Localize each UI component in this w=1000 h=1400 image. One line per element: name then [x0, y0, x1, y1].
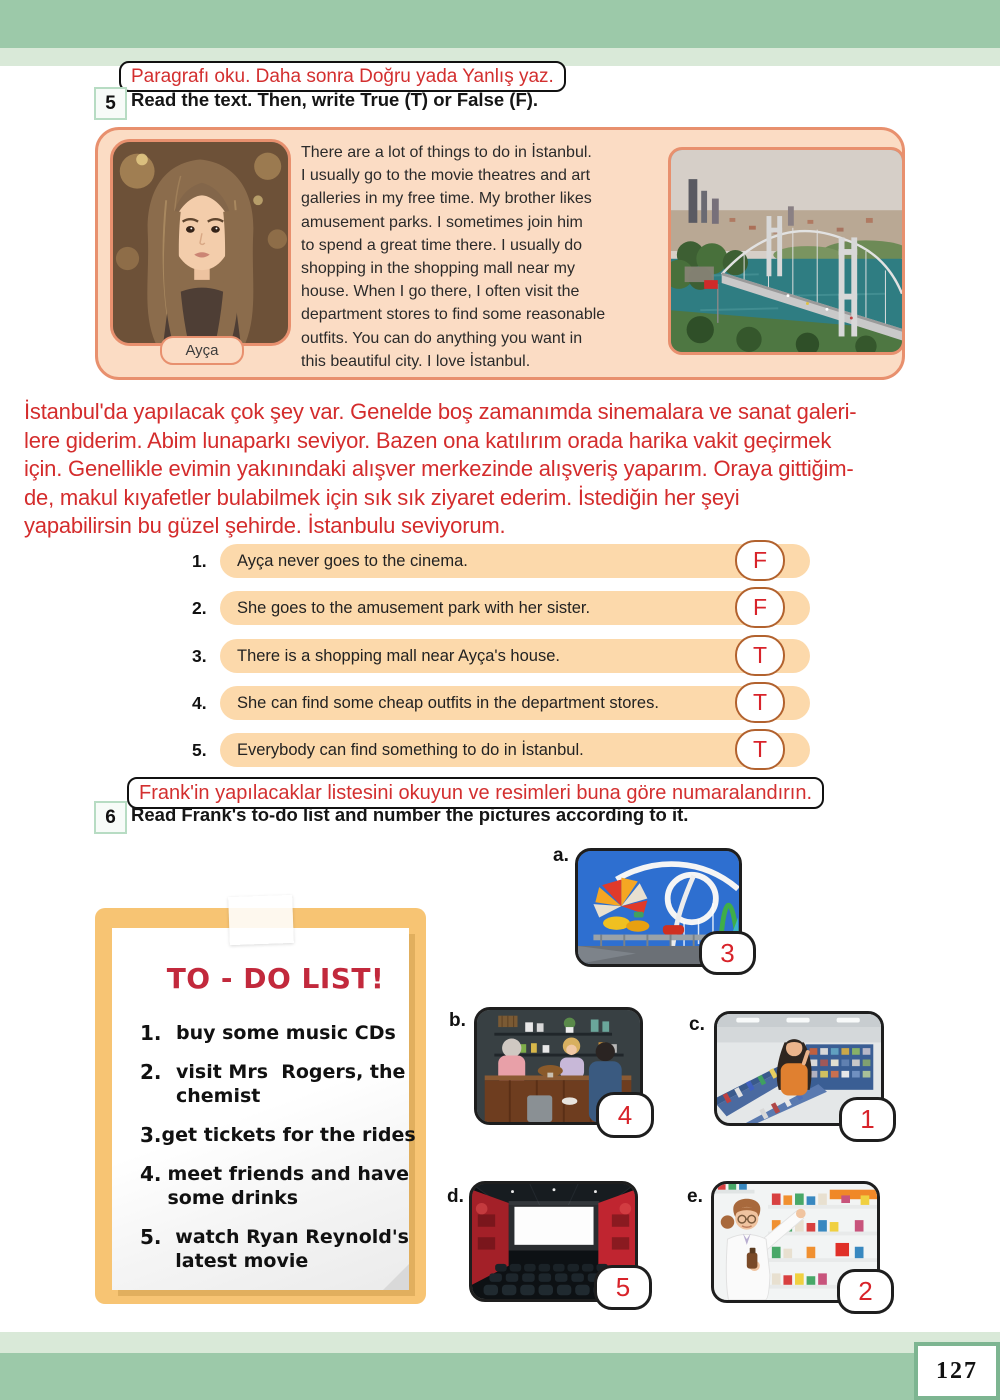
paper-corner-fold	[383, 1264, 409, 1290]
picture-b-label: b.	[449, 1010, 466, 1031]
todo-item-3: 3. get tickets for the rides	[140, 1123, 416, 1147]
exercise6-instruction-english: Read Frank's to-do list and number the pictures according to it.	[131, 804, 689, 825]
statement-number: 2.	[192, 598, 207, 618]
statement-number: 3.	[192, 646, 207, 666]
picture-a-label: a.	[553, 845, 569, 866]
turkish-translation: İstanbul'da yapılacak çok şey var. Genelde boş zamanımda sinemalara ve sanat galeri- lere giderim. Abim lunaparkı seviyor. Bazen ona katılırım orada harika vakit geçirmek için. Genellikle evimin yakınındaki alışver merkezinde alışveriş yaparım. Oraya gittiğim- de, makul kıyafetler bulabilmek için sık sık ziyaret ederim. İstediğin her şeyi yapabilirsin bu güzel şehirde. İstanbulu seviyorum.	[24, 399, 857, 539]
todo-notepad	[95, 908, 426, 1304]
exercise5-instruction-turkish: Paragrafı oku. Daha sonra Doğru yada Yanlış yaz.	[119, 61, 566, 92]
answer-oval[interactable]: T	[735, 682, 785, 723]
statement-number: 5.	[192, 740, 207, 760]
picture-a-answer-badge[interactable]: 3	[699, 931, 756, 975]
reading-passage-text: There are a lot of things to do in İstanbul. I usually go to the movie theatres and art galleries in my free time. My brother likes amusement parks. I sometimes join him to spend a great time there. I usually do shopping in the shopping mall near my house. When I go there, I often visit the department stores to find some reasonable outfits. You can do anything you want in this beautiful city. I love İstanbul.	[301, 144, 606, 370]
tape-icon	[228, 895, 294, 945]
istanbul-photo	[668, 147, 905, 355]
top-green-bar	[0, 0, 1000, 48]
statement-text: Everybody can find something to do in İstanbul.	[220, 733, 810, 767]
exercise5-instruction-english: Read the text. Then, write True (T) or False (F).	[131, 89, 539, 110]
answer-oval[interactable]: F	[735, 540, 785, 581]
answer-oval[interactable]: F	[735, 587, 785, 628]
ayca-portrait-illustration	[113, 142, 288, 343]
picture-e-answer-badge[interactable]: 2	[837, 1269, 894, 1314]
ayca-name-label: Ayça	[160, 336, 244, 365]
picture-d-label: d.	[447, 1186, 464, 1207]
todo-item-5: 5. watch Ryan Reynold's latest movie	[140, 1225, 409, 1272]
statement-row-3	[0, 639, 1000, 680]
page-number: 127	[914, 1342, 1000, 1400]
todo-title: TO - DO LIST!	[166, 962, 385, 995]
statement-text: Ayça never goes to the cinema.	[220, 544, 810, 578]
todo-paper	[112, 928, 416, 1290]
statement-number: 4.	[192, 693, 207, 713]
istanbul-bridge-illustration	[671, 150, 902, 352]
statement-row-1	[0, 544, 1000, 585]
statement-row-5	[0, 733, 1000, 774]
bottom-green-bar	[0, 1353, 1000, 1400]
todo-item-4: 4. meet friends and have some drinks	[140, 1162, 409, 1209]
statement-text: She goes to the amusement park with her sister.	[220, 591, 810, 625]
statement-row-4	[0, 686, 1000, 727]
picture-c-label: c.	[689, 1014, 705, 1035]
exercise6-number: 6	[94, 801, 127, 834]
picture-b-answer-badge[interactable]: 4	[596, 1092, 654, 1138]
statement-text: She can find some cheap outfits in the department stores.	[220, 686, 810, 720]
picture-d-answer-badge[interactable]: 5	[594, 1265, 652, 1310]
todo-items	[140, 1021, 416, 1273]
ayca-photo	[110, 139, 291, 346]
exercise6-instruction-turkish: Frank'in yapılacaklar listesini okuyun ve resimleri buna göre numaralandırın.	[127, 777, 824, 809]
picture-c-answer-badge[interactable]: 1	[839, 1097, 896, 1142]
picture-e-label: e.	[687, 1186, 703, 1207]
bottom-light-strip	[0, 1332, 1000, 1353]
statement-number: 1.	[192, 551, 207, 571]
answer-oval[interactable]: T	[735, 729, 785, 770]
exercise5-number: 5	[94, 87, 127, 120]
statement-text: There is a shopping mall near Ayça's house.	[220, 639, 810, 673]
todo-item-2: 2. visit Mrs Rogers, the chemist	[140, 1060, 406, 1107]
answer-oval[interactable]: T	[735, 635, 785, 676]
todo-item-1: 1. buy some music CDs	[140, 1021, 396, 1045]
statement-row-2	[0, 591, 1000, 632]
